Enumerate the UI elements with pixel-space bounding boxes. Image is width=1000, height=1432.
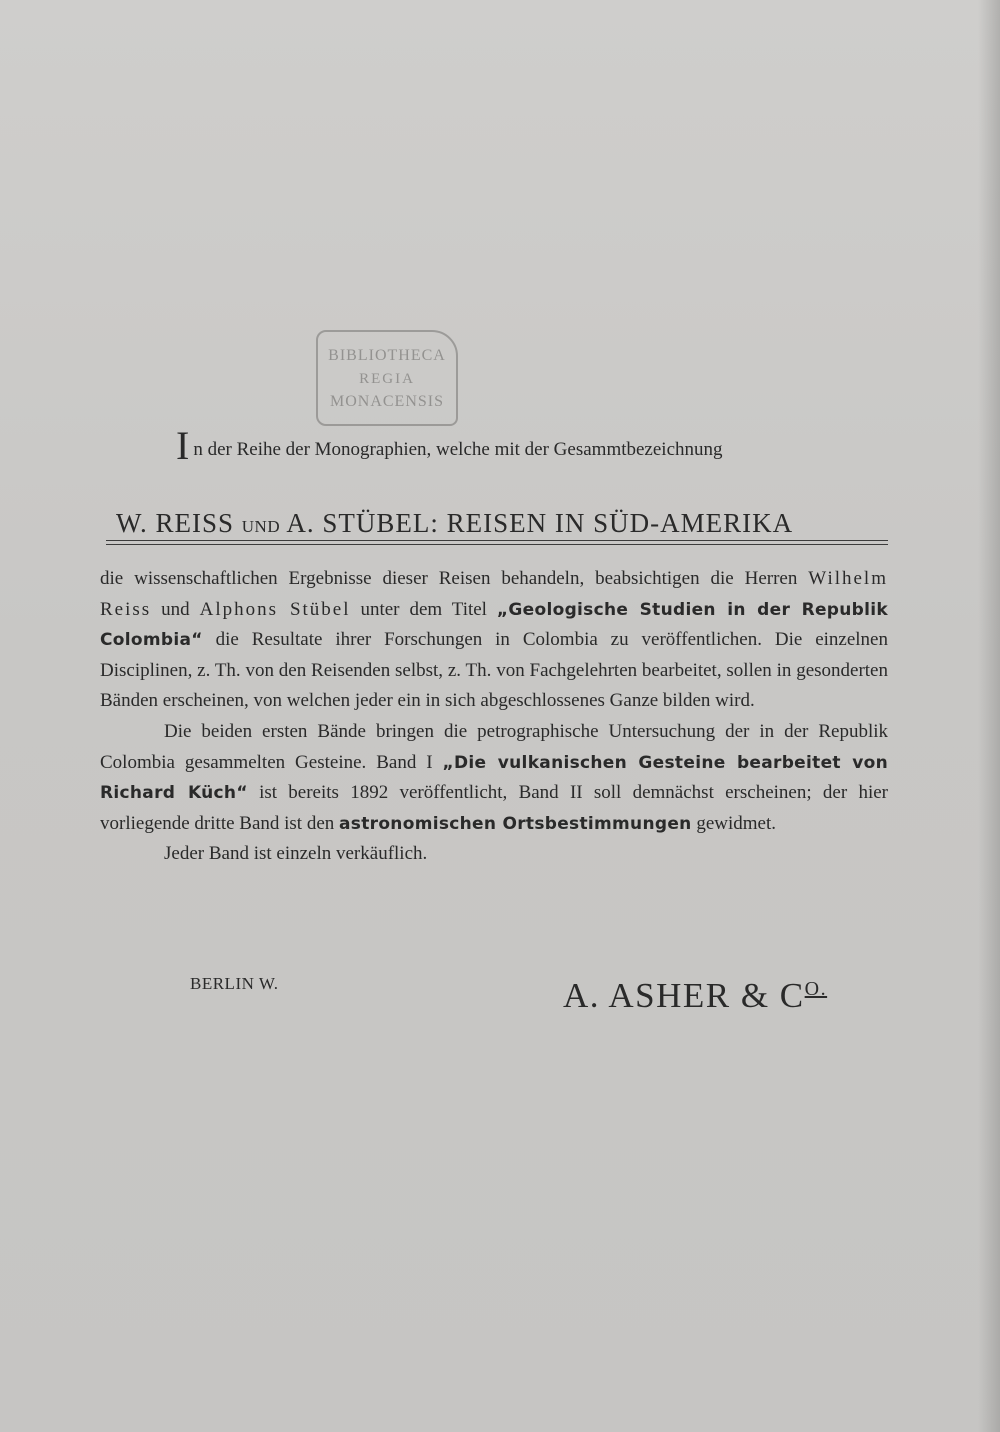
- publisher-name: [563, 976, 827, 1016]
- publisher-name-sup: O.: [804, 978, 828, 1000]
- p2-title-bold: „Die vulkanischen Gesteine bearbeitet von Richard Küch“: [100, 752, 888, 804]
- p1-text-b: und: [151, 598, 200, 620]
- p1-title-bold: „Geologische Studien in der Republik Colombia“: [100, 599, 888, 651]
- series-part-2: A. STÜBEL: REISEN IN SÜD-AMERIKA: [280, 508, 794, 538]
- p1-text-a: die wissenschaftlichen Ergebnisse dieser Reisen behandeln, beabsichtigen die Herren: [100, 568, 809, 589]
- p1-name-reiss: Wilhelm Reiss: [100, 568, 888, 620]
- p1-text-d: die Resultate ihrer Forschungen in Colombia zu veröffentlichen. Die einzelnen Disciplinen, z. Th. von den Reisenden selbst, z. Th. von Fachgelehrten bearbeitet, sollen in gesonderten Bänden erscheinen, von welchen jeder ein in sich abgeschlossenes Ganze bilden wird.: [100, 629, 888, 712]
- stamp-line-2: REGIA: [359, 371, 415, 387]
- publisher-name-text: A. ASHER & C: [563, 976, 805, 1015]
- body-text: [100, 564, 888, 870]
- publisher-place: BERLIN W.: [190, 974, 279, 993]
- library-stamp: [316, 330, 458, 426]
- page-edge-shadow: [978, 0, 1000, 1432]
- stamp-line-1: BIBLIOTHECA: [328, 347, 446, 364]
- stamp-line-3: MONACENSIS: [329, 393, 444, 410]
- p2-text-b: ist bereits 1892 veröffentlicht, Band II soll demnächst erscheinen; der hier vorliegende dritte Band ist den: [100, 782, 888, 834]
- p2-text-c: gewidmet.: [691, 812, 777, 834]
- series-part-1: W. REISS: [116, 508, 242, 538]
- intro-text: n der Reihe der Monographien, welche mit der Gesammtbezeichnung: [193, 439, 723, 460]
- paragraph-1: [100, 564, 888, 717]
- p1-name-stuebel: Alphons Stübel: [199, 598, 351, 620]
- p2-topic-bold: astronomischen Ortsbestimmungen: [339, 813, 692, 834]
- series-title: [116, 508, 793, 539]
- paragraph-3: Jeder Band ist einzeln verkäuflich.: [164, 843, 428, 865]
- p1-text-c: unter dem Titel: [350, 598, 497, 620]
- p2-text-a: Die beiden ersten Bände bringen die petrographische Untersuchung der in der Republik Colombia gesammelten Gesteine. Band I: [100, 720, 888, 773]
- initial-letter: I: [176, 423, 190, 468]
- intro-line: [176, 423, 723, 468]
- series-title-box: [106, 504, 888, 541]
- paragraph-2: [100, 717, 888, 839]
- series-und: UND: [241, 517, 281, 536]
